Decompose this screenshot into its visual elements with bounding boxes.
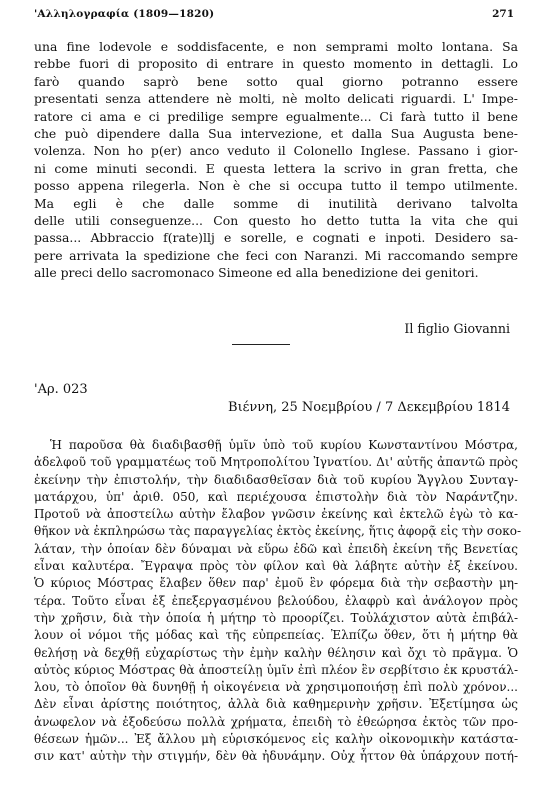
signature: Il figlio Giovanni (404, 321, 510, 336)
text-line: Ma egli è che dalle somme di inutilità derivano talvolta (34, 195, 518, 211)
text-line: Δὲν εἶναι ἀρίστης ποιότητος, ἀλλὰ διὰ καθημερινὴν χρῆσιν. Ἐξετίμησα ὡς (34, 697, 518, 712)
text-line: τὴν χρῆσιν, διὰ τὴν ὁποία ἡ μήτηρ τὸ προορίζει. Τοὐλάχιστον αὐτὰ ἐπιβάλ- (34, 610, 518, 625)
text-line: τέρα. Τοῦτο εἶναι ἐξ ἐπεξεργασμένου βελούδου, ἐλαφρὺ καὶ ἀνάλογον πρὸς (34, 593, 518, 608)
text-line: una fine lodevole e soddisfacente, e non semprami molto lontana. Sa (34, 39, 518, 54)
text-line: θέσεων ἡμῶν... Ἐξ ἄλλου μὴ εὑρισκόμενος εἰς καλὴν οἰκονομικὴν κατάστα- (34, 732, 518, 747)
letter-dateline: Βιέννη, 25 Νοεμβρίου / 7 Δεκεμβρίου 1814 (228, 400, 510, 415)
text-line: ἀδελφοῦ τοῦ γραμματέως τοῦ Μητροπολίτου Ἰγνατίου. Δι' αὐτῆς ἀπαντῶ πρὸς (34, 455, 518, 470)
running-title: 'Αλληλογραφία (1809—1820) (34, 8, 215, 20)
text-line: ratore ci ama e ci predilige sempre egualmente... Ci farà tutto il bene (34, 108, 518, 124)
text-line: che può dipendere dalla Sua intervezione, et dalla Sua Augusta bene- (34, 126, 518, 142)
text-line: ἀνωφελον νὰ ἐξοδεύσω πολλὰ χρήματα, ἐπειδὴ τὸ ἐθεώρησα ἐκτὸς τῶν προ- (34, 714, 518, 729)
text-line: ματάρχου, ὑπ' ἀριθ. 050, καὶ περιέχουσα ἐπιστολὴν διὰ τὸν Ναράντζην. (34, 489, 518, 504)
greek-letter-body (34, 437, 522, 766)
running-header (34, 8, 514, 24)
text-line: λάταν, τὴν ὁποίαν δὲν δύναμαι νὰ εὕρω ἐδῶ καὶ ἐπειδὴ ἐκείνη τῆς Βενετίας (34, 541, 518, 556)
text-line: αὐτὸς κύριος Μόστρας θὰ ἀποστείλῃ ὑμῖν ἐπὶ πλέον ἓν σερβίτσιο ἐκ κρυστάλ- (34, 662, 518, 677)
text-line: Προτοῦ νὰ ἀποστείλω αὐτὴν ἔλαβον γνῶσιν ἐκείνης καὶ ἐκτελῶ ἐγὼ τὸ κα- (34, 507, 518, 522)
text-line: Ὁ κύριος Μόστρας ἔλαβεν ὅθεν παρ' ἐμοῦ ἓν φόρεμα διὰ τὴν σεβαστὴν μη- (34, 576, 518, 591)
text-line: presentati senza attendere nè molti, nè molto delicati riguardi. L' Impe- (34, 91, 518, 107)
text-line: ἐκείνην τὴν ἐπιστολήν, τὴν διαδιδασθεῖσαν διὰ τοῦ κυρίου Ἄγγλου Συνταγ- (34, 472, 518, 487)
text-line: εἶναι καλυτέρα. Ἔγραψα πρὸς τὸν φίλον καὶ θὰ λάβητε αὐτὴν ἐξ ἐκείνου. (34, 559, 518, 574)
text-line: θελήσῃ νὰ δεχθῇ εὐχαρίστως τὴν ἐμὴν καλὴν θέλησιν καὶ ὄχι τὸ πρᾶγμα. Ὁ (34, 645, 518, 660)
text-line: pere arrivata la spedizione che feci con Naranzi. Mi raccomando sempre (34, 247, 518, 263)
text-line: ni come minuti secondi. E questa lettera la scrivo in gran fretta, che (34, 160, 518, 176)
text-line: volenza. Non ho p(er) anco veduto il Colonello Inglese. Passano i gior- (34, 143, 518, 159)
text-line: θῆκον νὰ ἐκπληρώσω τὰς παραγγελίας ἐκτὸς ἐκείνης, ἥτις ἀφορᾷ εἰς τὴν σοκο- (34, 524, 522, 539)
text-line: passa... Abbraccio f(rate)llj e sorelle, e cognati e inpoti. Desidero sa- (34, 230, 518, 246)
page-number: 271 (492, 8, 514, 20)
text-line: farò quando saprò bene sotto qual giorno potranno essere (34, 73, 518, 89)
section-divider (232, 344, 290, 345)
text-line: alle preci dello sacromonaco Simeone ed alla benedizione dei genitori. (34, 265, 479, 281)
text-line: σιν κατ' αὐτὴν τὴν στιγμήν, δὲν θὰ ἠδυνάμην. Οὐχ ἧττον θὰ ὑπάρχουν ποτή- (34, 749, 518, 764)
text-line: Ἡ παροῦσα θὰ διαδιβασθῇ ὑμῖν ὑπὸ τοῦ κυρίου Κωνσταντίνου Μόστρα, (50, 438, 518, 452)
italian-letter-paragraph (34, 38, 518, 282)
text-line: posso appena rilegerla. Non è che si occupa tutto il tempo utilmente. (34, 178, 518, 194)
letter-number: 'Αρ. 023 (34, 382, 88, 397)
text-line: delle utili conseguenze... Con questo ho detto tutta la vita che qui (34, 213, 518, 229)
text-line: λου, τὸ ὁποῖον θὰ δυνηθῇ ἡ οἰκογένεια νὰ χρησιμοποιήσῃ ἐπὶ πολὺ χρόνον... (34, 680, 518, 695)
text-line: rebbe fuori di proposito di entrare in questo momento in dettagli. Lo (34, 56, 518, 72)
text-line: λουν οἱ νόμοι τῆς μόδας καὶ τῆς εὐπρεπείας. Ἐλπίζω ὅθεν, ὅτι ἡ μήτηρ θὰ (34, 628, 518, 643)
